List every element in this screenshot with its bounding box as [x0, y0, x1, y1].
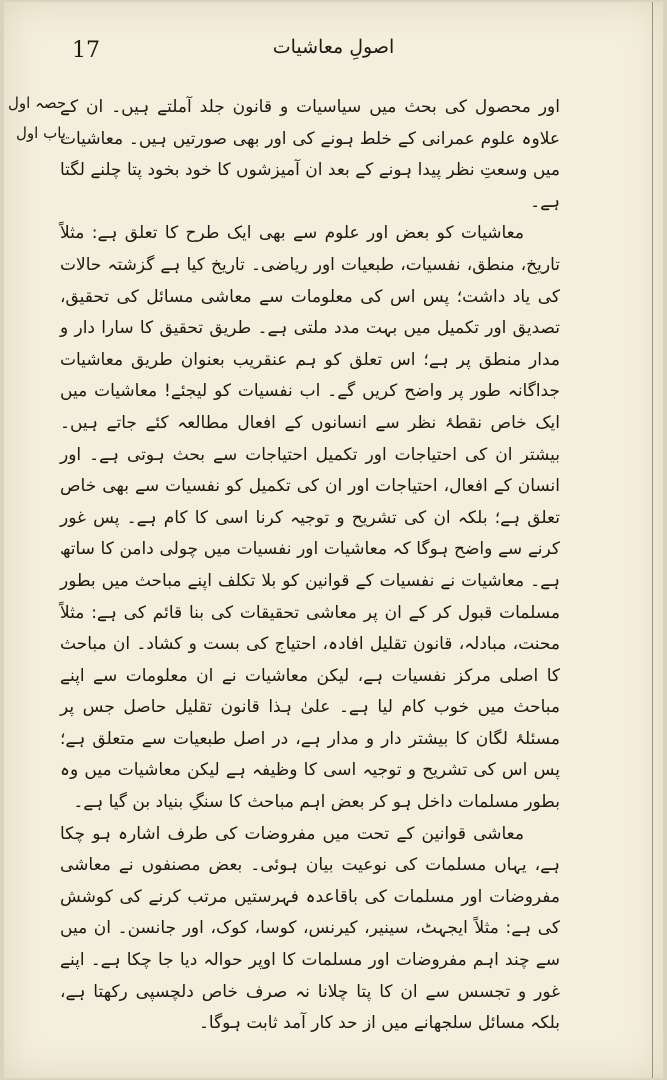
margin-note-chapter: باب اول [16, 124, 66, 142]
margin-note-part: حصہ اول [8, 94, 67, 112]
book-page [4, 2, 663, 1078]
running-title: اصولِ معاشیات [272, 36, 395, 58]
paragraph-3: معاشی قوانین کے تحت میں مفروضات کی طرف اشارہ ہو چکا ہے، یہاں مسلمات کی نوعیت بیان ہوئی۔ بعض مصنفوں نے معاشی مفروضات اور مسلمات کی باقاعدہ فہرستیں مرتب کرنے کی کوشش کی ہے: مثلاً ایجہٹ، سینیر، کیرنس، کوسا، کوک، اور جانسن۔ ان میں سے چند اہم مفروضات اور مسلمات کا اوپر حوالہ دیا جا چکا ہے۔ اپنے غور و تجسس سے ان کا پتا چلانا نہ صرف خاص دلچسپی رکھتا ہے، بلکہ مسائل سلجھانے میں از حد کار آمد ثابت ہوگا۔ [60, 823, 560, 1034]
body-text [60, 92, 560, 1040]
page-edge-line [652, 2, 653, 1078]
page-number: 17 [72, 38, 100, 63]
paragraph-2: معاشیات کو بعض اور علوم سے بھی ایک طرح کا تعلق ہے: مثلاً تاریخ، منطق، نفسیات، طبعیات اور ریاضی۔ تاریخ کیا ہے گزشتہ حالات کی یاد داشت؛ پس اس کی معلومات سے معاشی مسائل کی تحقیق، تصدیق اور تکمیل میں بہت مدد ملتی ہے۔ طریق تحقیق کا سارا دار و مدار منطق پر ہے؛ اس تعلق کو ہم عنقریب بعنوان طریق معاشیات جداگانہ طور پر واضح کریں گے۔ اب نفسیات کو لیجئے! معاشیات میں ایک خاص نقطۂ نظر سے انسانوں کے افعال مطالعہ کئے جاتے ہیں۔ بیشتر ان کی احتیاجات اور تکمیل احتیاجات سے بحث ہوتی ہے۔ اور انسان کے افعال، احتیاجات اور ان کی تکمیل کو نفسیات سے بھی خاص تعلق ہے؛ بلکہ ان کی تشریح و توجیہ کرنا اسی کا کام ہے۔ پس غور کرنے سے واضح ہوگا کہ معاشیات اور نفسیات میں چولی دامن کا ساتھ ہے۔ معاشیات نے نفسیات کے قوانین کو بلا تکلف اپنے مباحث میں بطور مسلمات قبول کر کے ان پر معاشی تحقیقات کی بنا قائم کی ہے: مثلاً محنت، مبادلہ، قانون تقلیل افادہ، احتیاج کی بست و کشاد۔ ان مباحث کا اصلی مرکز نفسیات ہے، لیکن معاشیات نے ان معلومات سے اپنے مباحث میں خوب کام لیا ہے۔ علیٰ ہذا قانون تقلیل حاصل جس پر مسئلۂ لگان کا بیشتر دار و مدار ہے، در اصل طبعیات سے متعلق ہے؛ پس اس کی تشریح و توجیہ اسی کا وظیفہ ہے لیکن معاشیات میں وہ بطور مسلمات داخل ہو کر بعض اہم مباحث کا سنگِ بنیاد بن گیا ہے۔ [60, 223, 560, 813]
paragraph-1: اور محصول کی بحث میں سیاسیات و قانون جلد آملتے ہیں۔ ان کے علاوہ علوم عمرانی کے خلط ہونے کی اور بھی صورتیں ہیں۔ معاشیات میں وسعتِ نظر پیدا ہونے کے بعد ان آمیزشوں کا خود بخود پتا چلنے لگتا ہے۔ [60, 97, 560, 212]
